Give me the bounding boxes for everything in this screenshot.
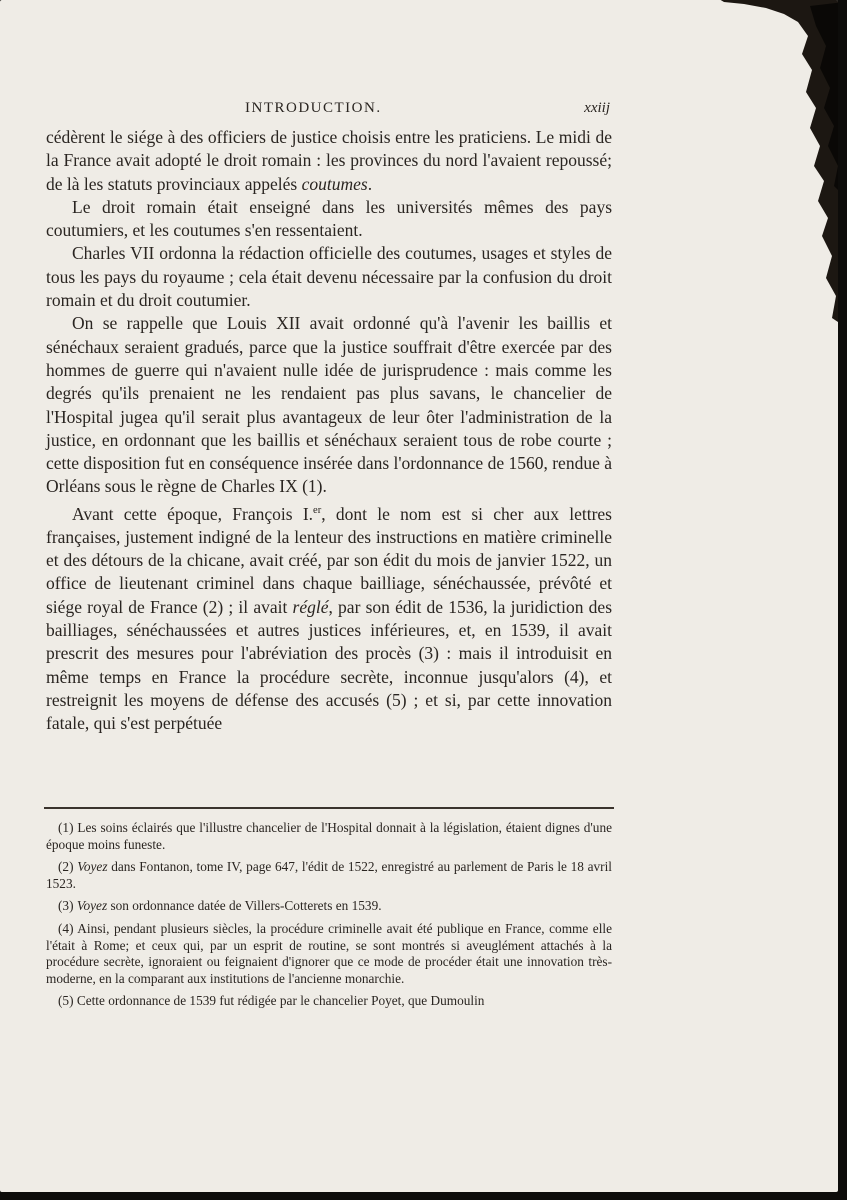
footnotes [46,820,612,1016]
paragraph: Le droit romain était enseigné dans les universités mêmes des pays coutumiers, et les coutumes s'en ressentaient. [46,196,612,241]
paragraph: cédèrent le siége à des officiers de justice choisis entre les praticiens. Le midi de la France avait adopté le droit romain : les provinces du nord l'avaient repoussé; de là les statuts provinciaux appelés coutumes. [46,127,612,194]
footnote: (2) Voyez dans Fontanon, tome IV, page 647, l'édit de 1522, enregistré au parlement de Paris le 18 avril 1523. [46,859,612,891]
footnote: (5) Cette ordonnance de 1539 fut rédigée par le chancelier Poyet, que Dumoulin [58,993,485,1009]
footnote: (3) Voyez son ordonnance datée de Villers-Cotterets en 1539. [58,898,382,914]
burnt-page-edge [714,0,838,326]
footnote: (1) Les soins éclairés que l'illustre chancelier de l'Hospital donnait à la législation, étaient dignes d'une époque moins funeste. [46,820,612,852]
footnote: (4) Ainsi, pendant plusieurs siècles, la procédure criminelle avait été publique en France, comme elle l'était à Rome; et ceux qui, par un esprit de routine, se sont montrés si aveuglément attachés à la procédure secrète, ignoraient ou feignaient d'ignorer que ce mode de procéder était une innovation très-moderne, en la comparant aux institutions de l'ancienne monarchie. [46,920,612,986]
page-number: xxiij [584,100,610,116]
running-head: INTRODUCTION. [245,100,382,116]
paragraph: Avant cette époque, François I.$^{er}$, dont le nom est si cher aux lettres françaises, justement indigné de la lenteur des instructions en matière criminelle et des détours de la chicane, avait créé, par son édit du mois de janvier 1522, un office de lieutenant criminel dans chaque bailliage, sénéchaussée, prévôté et siége royal de France (2) ; il avait réglé, par son édit de 1536, la juridiction des bailliages, sénéchaussées et autres justices inférieures, et, en 1539, il avait prescrit des mesures pour l'abréviation des procès (3) : mais il introduisit en même temps en France la procédure secrète, inconnue jusqu'alors (4), et restreignit les moyens de défense des accusés (5) ; et si, par cette innovation fatale, qui s'est perpétuée [46,503,613,734]
paragraph: Charles VII ordonna la rédaction officielle des coutumes, usages et styles de tous les pays du royaume ; cela était devenu nécessaire par la confusion du droit romain et du droit coutumier. [46,243,612,311]
paragraph: On se rappelle que Louis XII avait ordonné qu'à l'avenir les baillis et sénéchaux seraient gradués, parce que la justice souffrait d'être exercée par des hommes de guerre qui n'avaient nulle idée de jurisprudence : mais comme les degrés qu'ils prenaient ne les rendaient pas plus savans, le chancelier de l'Hospital jugea qu'il serait plus avantageux de leur ôter l'administration de la justice, en ordonnant que les baillis et sénéchaux seraient tous de robe courte ; cette disposition fut en conséquence insérée dans l'ordonnance de 1560, rendue à Orléans sous le règne de Charles IX (1). [46,313,612,497]
page-header [0,100,838,124]
main-text [46,126,612,736]
footnote-divider [44,807,614,809]
